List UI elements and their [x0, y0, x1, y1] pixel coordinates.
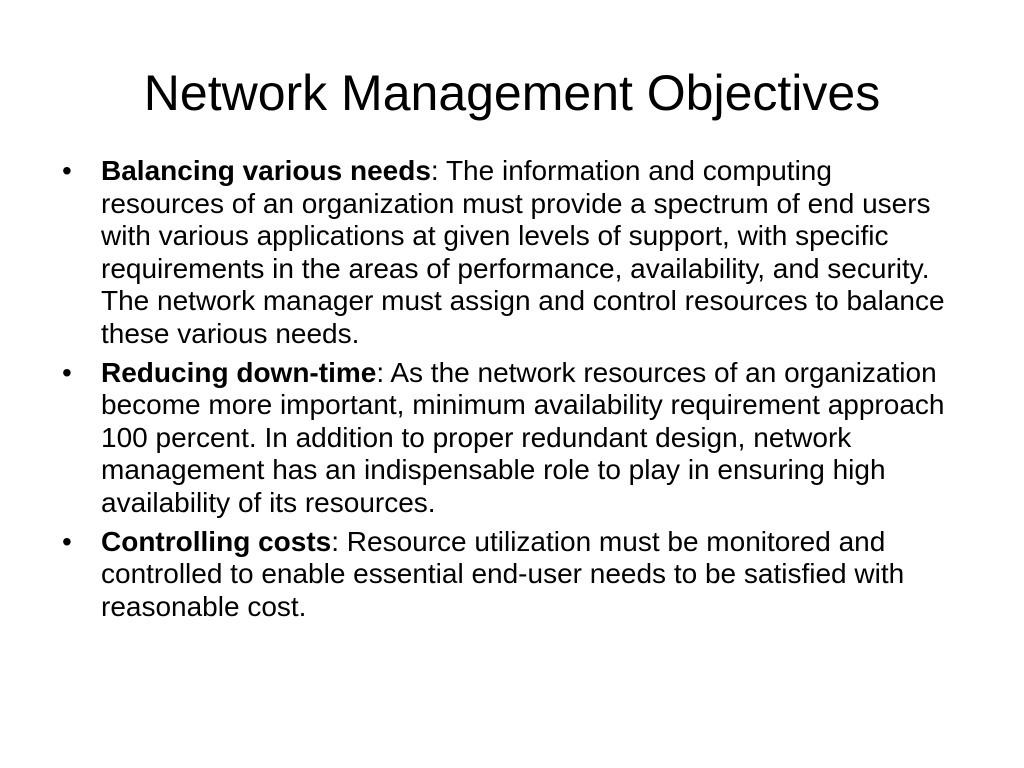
bullet-text: : Resource utilization must be monitored and controlled to enable essential end-user needs to be satisfied with reasonable cost.	[101, 525, 905, 622]
bullet-item-reducing-downtime	[62, 357, 962, 520]
bullet-term: Reducing down-time	[101, 356, 377, 388]
bullet-text: : The information and computing resources of an organization must provide a spectrum of end users with various applications at given levels of support, with specific requirements in the areas of performance, availability, and security. The network manager must assign and control resources to balance these various needs.	[101, 155, 945, 349]
bullet-icon: •	[62, 356, 72, 388]
bullet-text: : As the network resources of an organization become more important, minimum availability requirement approach 100 percent. In addition to proper redundant design, network management has an indispensable role to play in ensuring high availability of its resources.	[101, 356, 945, 518]
bullet-item-controlling-costs	[62, 526, 962, 624]
bullet-list	[62, 155, 962, 629]
bullet-item-balancing-needs	[62, 155, 962, 351]
bullet-term: Balancing various needs	[101, 155, 431, 186]
bullet-term: Controlling costs	[101, 525, 332, 557]
bullet-icon: •	[62, 525, 72, 557]
bullet-icon: •	[62, 155, 72, 186]
slide-title: Network Management Objectives	[143, 65, 881, 121]
